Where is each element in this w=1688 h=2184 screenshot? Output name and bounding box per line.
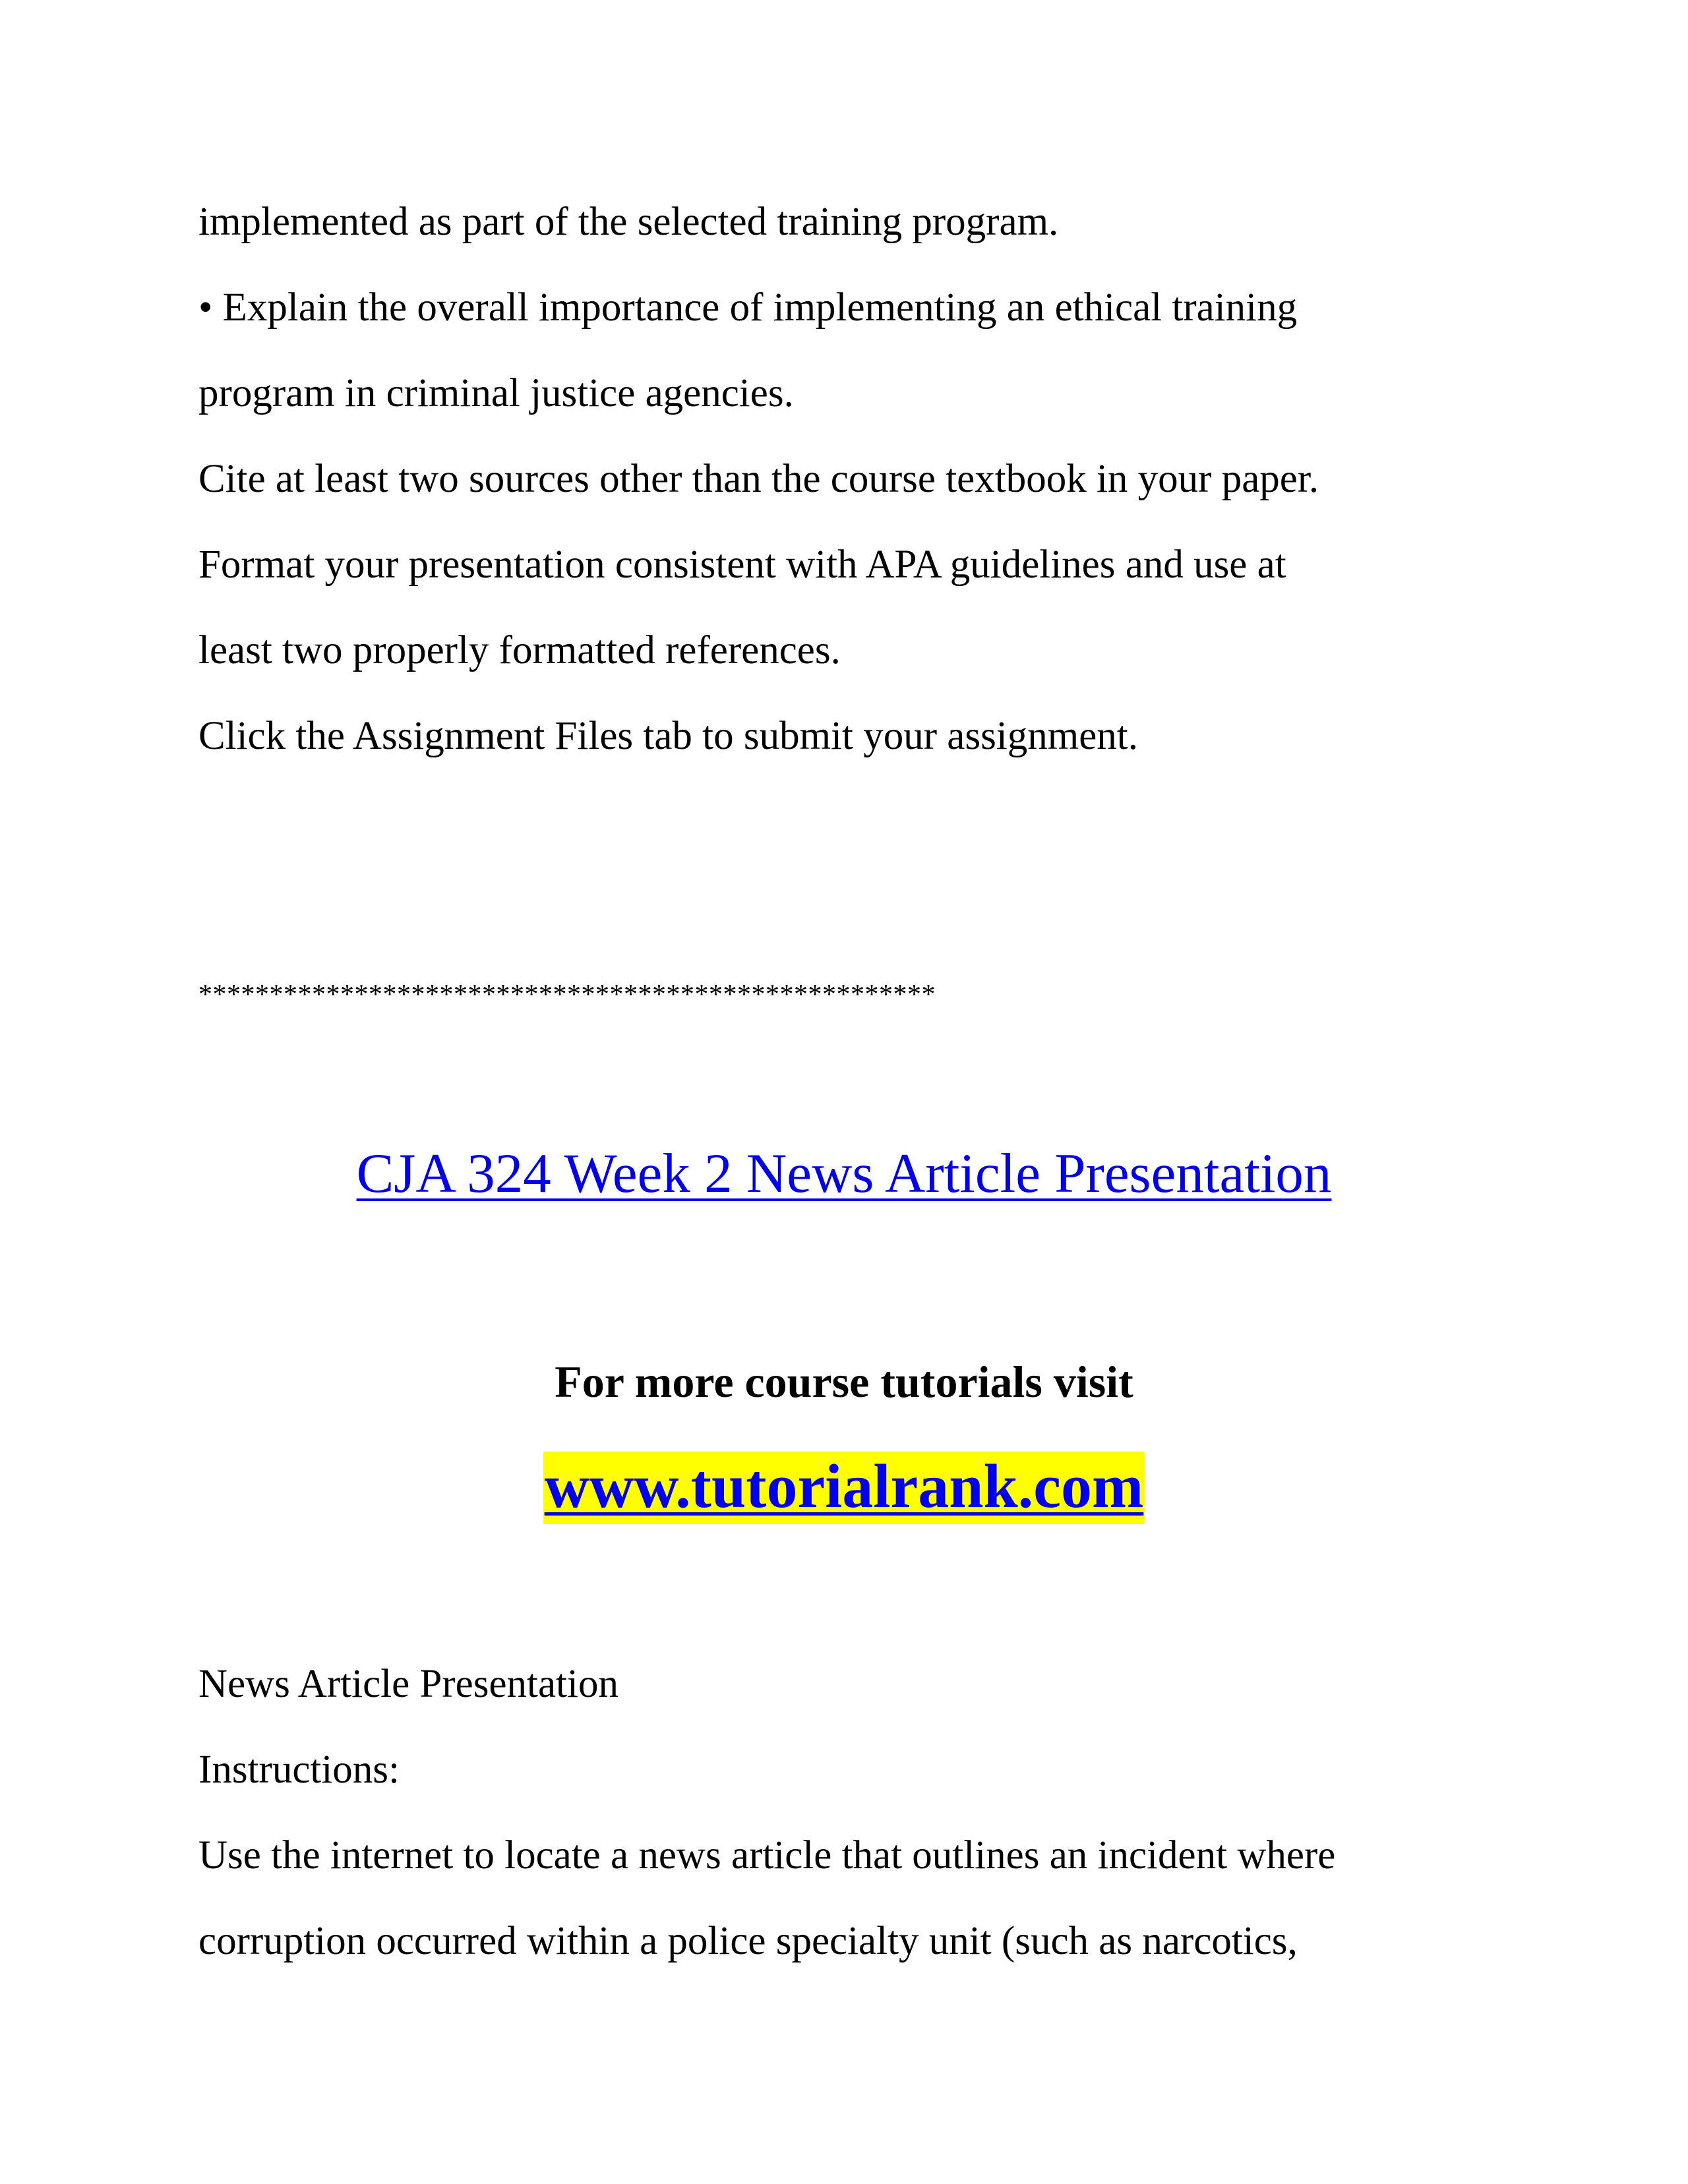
body-text-line: Click the Assignment Files tab to submit your assignment. [198,714,1138,758]
instructions-label: Instructions: [198,1748,400,1792]
body-text-line: Format your presentation consistent with APA guidelines and use at [198,543,1286,587]
site-link-container [0,1452,1688,1524]
body-text-line: Use the internet to locate a news article that outlines an incident where [198,1833,1336,1877]
body-text-line: program in criminal justice agencies. [198,371,794,415]
separator-line: **************************************************** [198,980,936,1010]
section-heading: News Article Presentation [198,1662,618,1706]
course-title-link[interactable]: CJA 324 Week 2 News Article Presentation [356,1142,1332,1204]
site-link[interactable]: www.tutorialrank.com [543,1452,1145,1524]
visit-heading: For more course tutorials visit [555,1357,1133,1407]
body-text-line: corruption occurred within a police specialty unit (such as narcotics, [198,1919,1298,1963]
body-text-line: Cite at least two sources other than the course textbook in your paper. [198,457,1319,501]
bullet-item: • Explain the overall importance of implementing an ethical training [198,285,1298,330]
body-text-line: least two properly formatted references. [198,628,841,672]
body-text-line: implemented as part of the selected training program. [198,200,1059,244]
